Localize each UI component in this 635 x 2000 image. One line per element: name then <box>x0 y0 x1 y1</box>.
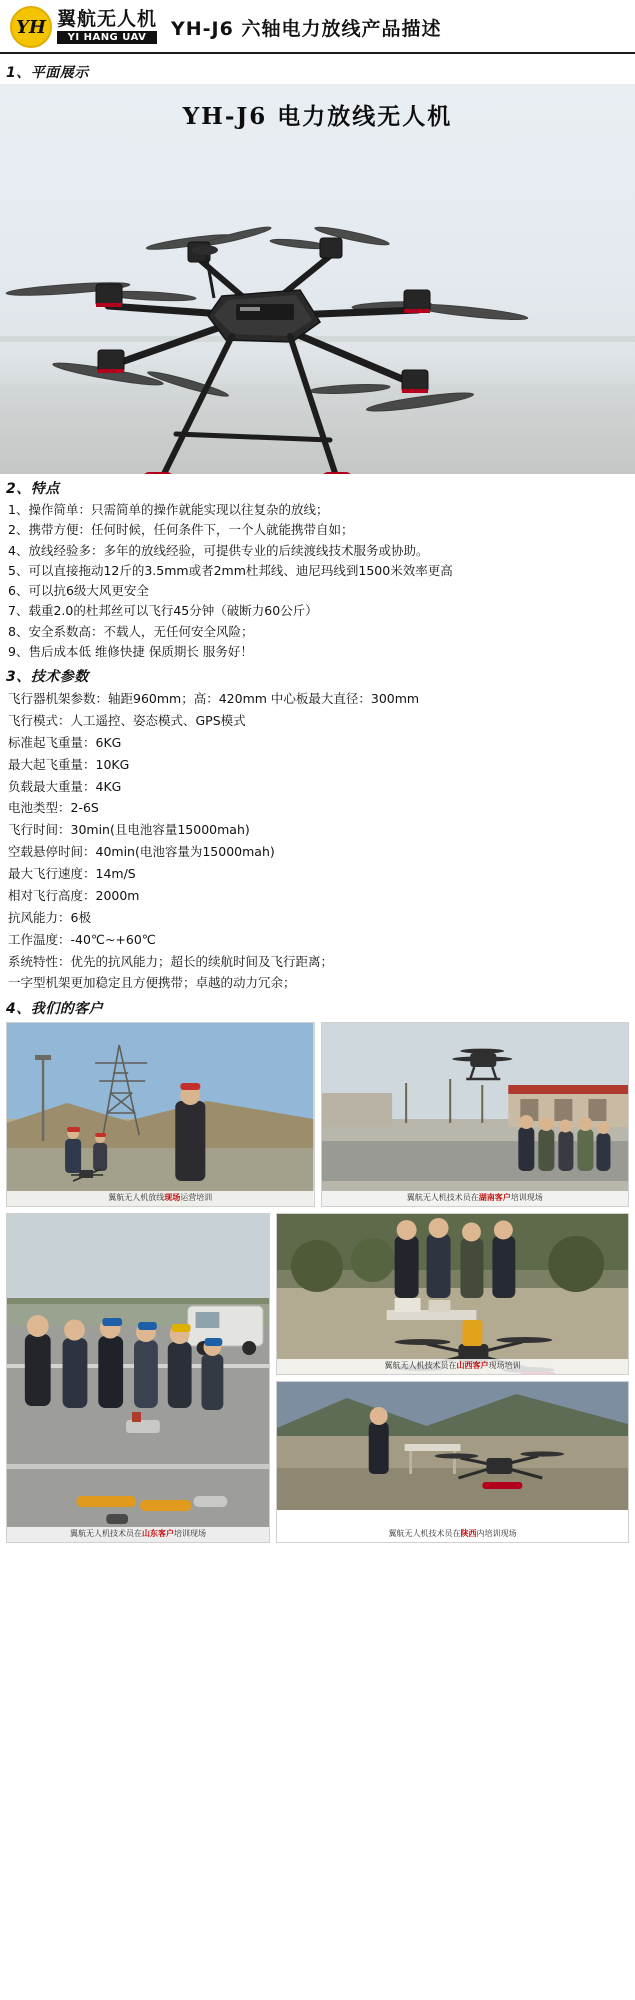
page-title: YH-J6 六轴电力放线产品描述 <box>171 17 442 40</box>
feature-item: 5、可以直接拖动12斤的3.5mm或者2mm杜邦线、迪尼玛线到1500米效率更高 <box>8 562 453 578</box>
feature-item: 6、可以抗6级大风更安全 <box>8 583 149 598</box>
brand-logo <box>10 6 157 48</box>
feature-item: 1、操作简单：只需简单的操作就能实现以往复杂的放线； <box>8 502 329 517</box>
spec-item: 电池类型：2-6S <box>8 800 99 816</box>
caption-prefix: 翼航无人机技术员在 <box>70 1528 142 1538</box>
hexacopter-illustration <box>0 84 635 474</box>
spec-item: 一字型机架更加稳定且方便携带；卓越的动力冗余； <box>8 975 296 991</box>
spec-item: 最大起飞重量：10KG <box>8 756 130 772</box>
spec-item: 飞行时间：30min(且电池容量15000mah) <box>8 822 250 838</box>
customer-photo-gallery <box>0 1022 635 1549</box>
section-heading-specs: 3、技术参数 <box>6 669 89 685</box>
scene-highway <box>7 1214 269 1543</box>
scene-power-line <box>7 1023 314 1207</box>
photo-mountain-flight <box>276 1381 629 1543</box>
gallery-row <box>0 1213 635 1549</box>
gallery-row <box>0 1022 635 1213</box>
gallery-column <box>276 1213 629 1543</box>
spec-item: 抗风能力：6极 <box>8 909 91 925</box>
features-list <box>0 500 635 662</box>
logo-wordmark <box>57 7 158 45</box>
photo-highway-demo <box>6 1213 270 1543</box>
spec-item: 空载悬停时间：40min(电池容量为15000mah) <box>8 844 275 860</box>
page-header <box>0 0 635 54</box>
spec-item: 系统特性：优先的抗风能力；超长的续航时间及飞行距离； <box>8 953 334 969</box>
logo-monogram: YH <box>16 16 46 38</box>
photo-caption <box>7 1527 269 1542</box>
feature-item: 8、安全系数高：不载人，无任何安全风险； <box>8 623 254 639</box>
caption-suffix: 培训现场 <box>510 1192 543 1202</box>
section-heading-features: 2、特点 <box>6 481 60 497</box>
logo-badge-icon <box>10 6 52 48</box>
caption-prefix: 翼航无人机技术员在 <box>406 1192 479 1202</box>
logo-english-name: YI HANG UAV <box>57 31 157 44</box>
specs-list <box>0 688 635 994</box>
caption-suffix: 现场培训 <box>488 1360 521 1370</box>
scene-mountain <box>277 1382 628 1510</box>
hero-product-image <box>0 84 635 474</box>
caption-suffix: 内培训现场 <box>476 1528 517 1538</box>
caption-suffix: 运营培训 <box>180 1192 213 1202</box>
photo-caption <box>277 1359 628 1374</box>
hero-title: YH-J6 电力放线无人机 <box>182 103 453 130</box>
spec-item: 负载最大重量：4KG <box>8 778 122 794</box>
photo-power-line-field <box>6 1022 315 1207</box>
spec-item: 工作温度：-40℃~+60℃ <box>8 931 156 947</box>
caption-highlight: 陕西 <box>460 1528 477 1538</box>
caption-highlight: 湖南客户 <box>478 1192 511 1202</box>
feature-item: 4、放线经验多：多年的放线经验，可提供专业的后续渡线技术服务或协助。 <box>8 542 429 558</box>
feature-item: 7、载重2.0的杜邦丝可以飞行45分钟（破断力60公斤） <box>8 603 318 619</box>
section-heading-display: 1、平面展示 <box>6 65 89 81</box>
photo-equipment-setup <box>276 1213 629 1375</box>
scene-equipment <box>277 1214 628 1375</box>
spec-item: 飞行器机架参数：轴距960mm；高：420mm 中心板最大直径：300mm <box>8 691 420 706</box>
section-heading-customers: 4、我们的客户 <box>6 1001 104 1018</box>
photo-training-site <box>321 1022 630 1207</box>
caption-prefix: 翼航无人机技术员在 <box>388 1528 461 1538</box>
spec-item: 相对飞行高度：2000m <box>8 887 140 903</box>
caption-highlight: 山东客户 <box>142 1528 174 1538</box>
photo-caption <box>322 1191 629 1206</box>
photo-caption <box>7 1191 314 1206</box>
feature-item: 2、携带方便：任何时候，任何条件下，一个人就能携带自如； <box>8 522 354 538</box>
spec-item: 最大飞行速度：14m/S <box>8 866 136 881</box>
caption-highlight: 山西客户 <box>456 1360 489 1370</box>
caption-highlight: 现场 <box>164 1192 181 1202</box>
scene-training-site <box>322 1023 629 1207</box>
caption-suffix: 培训现场 <box>174 1528 206 1538</box>
spec-item: 标准起飞重量：6KG <box>8 734 122 750</box>
caption-prefix: 翼航无人机技术员在 <box>384 1360 457 1370</box>
spec-item: 飞行模式：人工遥控、姿态模式、GPS模式 <box>8 712 246 728</box>
photo-caption <box>277 1527 628 1542</box>
feature-item: 9、售后成本低 维修快捷 保质期长 服务好！ <box>8 643 253 659</box>
caption-prefix: 翼航无人机放线 <box>108 1192 165 1202</box>
logo-chinese-name: 翼航无人机 <box>57 7 158 30</box>
